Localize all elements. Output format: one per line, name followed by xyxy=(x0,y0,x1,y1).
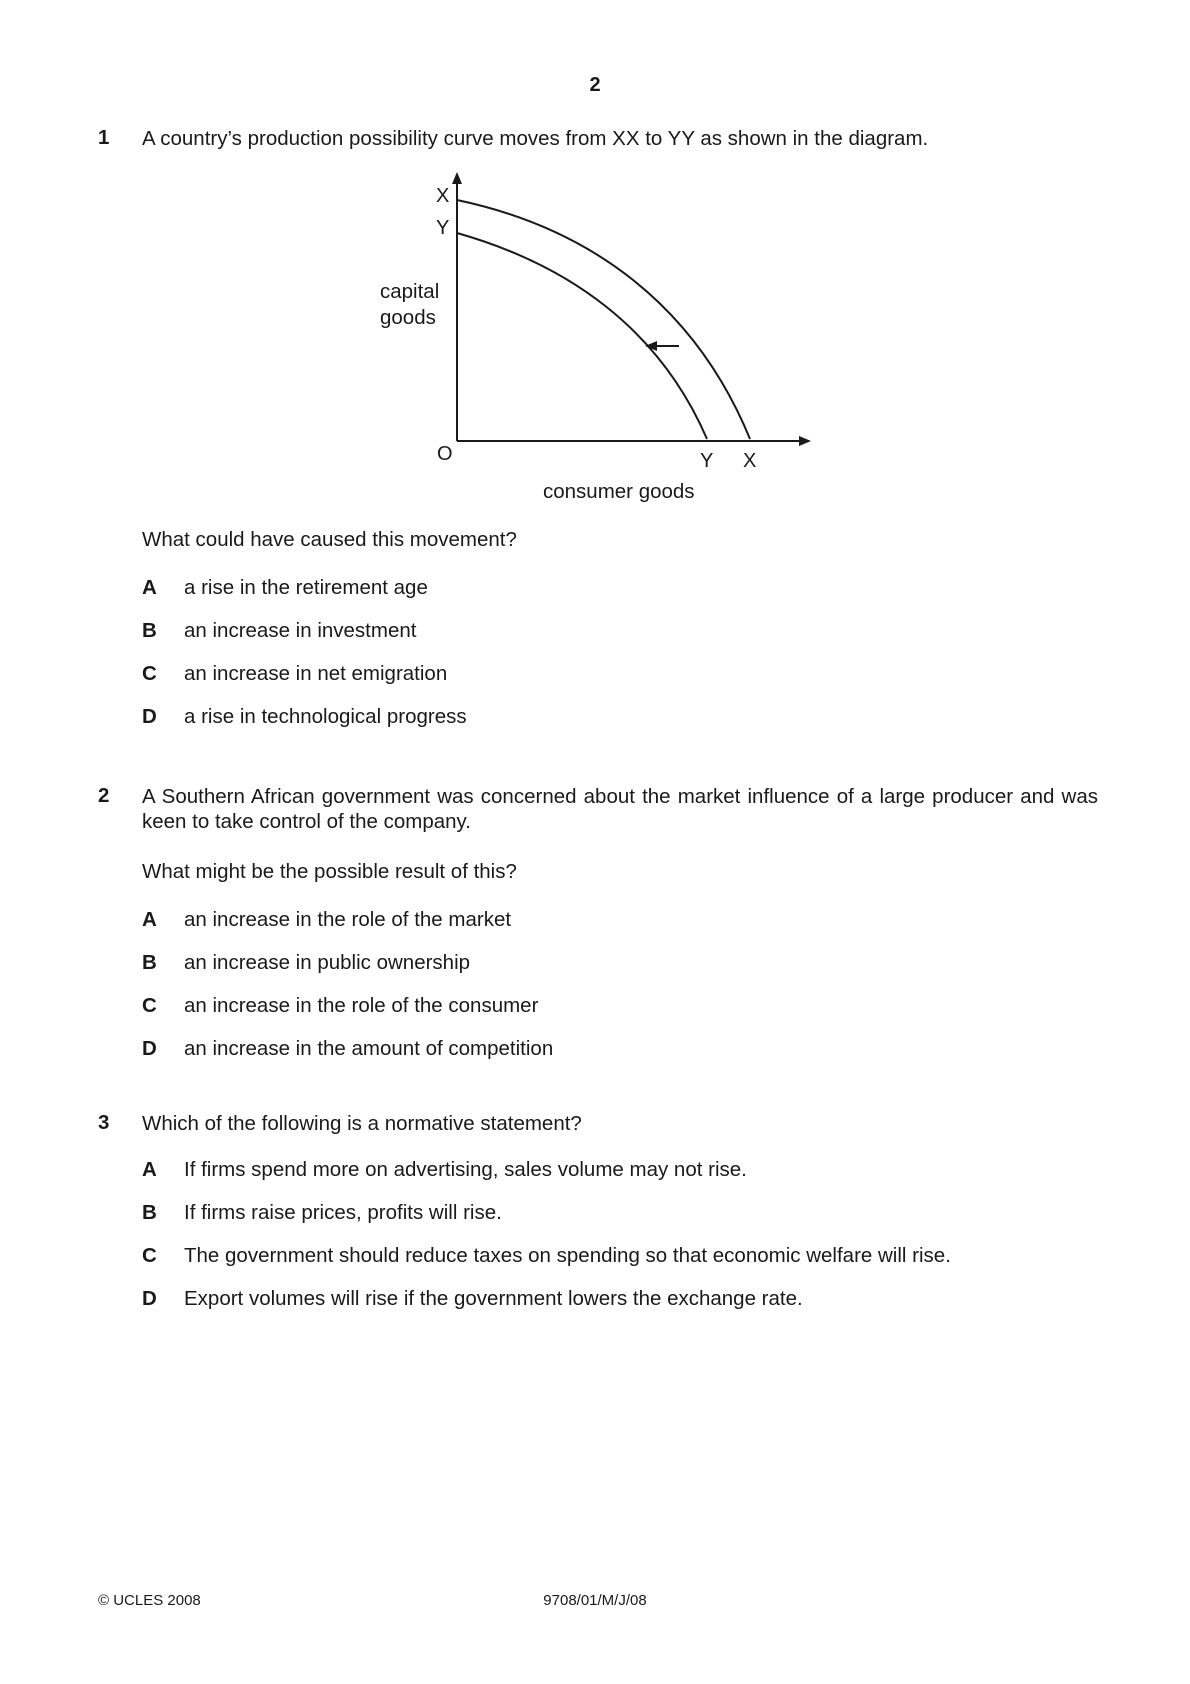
question-prompt: What could have caused this movement? xyxy=(142,528,517,551)
x-axis-inner-label: Y xyxy=(700,450,714,472)
option-text: If firms raise prices, profits will rise. xyxy=(184,1201,502,1224)
option-text: The government should reduce taxes on spending so that economic welfare will rise. xyxy=(184,1244,951,1267)
option-text: an increase in investment xyxy=(184,619,417,642)
option-text: an increase in the role of the market xyxy=(184,908,512,931)
y-axis-inner-label: Y xyxy=(436,217,450,239)
ppc-curve-xx xyxy=(457,200,750,439)
x-axis-label: consumer goods xyxy=(543,480,695,503)
question-number: 3 xyxy=(98,1111,110,1134)
option-letter: A xyxy=(142,576,157,599)
option-text: a rise in the retirement age xyxy=(184,576,428,599)
question-prompt: What might be the possible result of this? xyxy=(142,860,517,883)
question-number: 1 xyxy=(98,126,110,149)
origin-label: O xyxy=(437,443,453,465)
option-letter: D xyxy=(142,1287,157,1310)
footer-copyright: © UCLES 2008 xyxy=(98,1592,201,1609)
option-letter: B xyxy=(142,951,157,974)
option-letter: D xyxy=(142,705,157,728)
ppc-diagram xyxy=(0,160,1190,680)
option-text: an increase in the role of the consumer xyxy=(184,994,539,1017)
y-axis-outer-label: X xyxy=(436,185,450,207)
ppc-curve-yy xyxy=(457,233,707,439)
option-text: an increase in public ownership xyxy=(184,951,471,974)
option-letter: B xyxy=(142,619,157,642)
y-axis-label-line1: capital xyxy=(380,280,440,303)
page-number: 2 xyxy=(589,74,601,96)
option-letter: C xyxy=(142,662,157,685)
option-letter: C xyxy=(142,1244,157,1267)
question-text: Which of the following is a normative statement? xyxy=(142,1112,582,1135)
option-text: If firms spend more on advertising, sales volume may not rise. xyxy=(184,1158,747,1181)
question-number: 2 xyxy=(98,784,110,807)
option-letter: A xyxy=(142,1158,157,1181)
option-text: an increase in net emigration xyxy=(184,662,448,685)
option-text: an increase in the amount of competition xyxy=(184,1037,554,1060)
y-axis-label-line2: goods xyxy=(380,306,436,329)
question-text: A Southern African government was concerned about the market influence of a large producer and was keen to take control of the company. xyxy=(142,785,1098,833)
option-letter: D xyxy=(142,1037,157,1060)
option-text: Export volumes will rise if the government lowers the exchange rate. xyxy=(184,1287,803,1310)
option-text: a rise in technological progress xyxy=(184,705,467,728)
x-axis-outer-label: X xyxy=(743,450,757,472)
option-letter: A xyxy=(142,908,157,931)
option-letter: B xyxy=(142,1201,157,1224)
option-letter: C xyxy=(142,994,157,1017)
footer-code: 9708/01/M/J/08 xyxy=(543,1592,647,1609)
question-text: A country’s production possibility curve moves from XX to YY as shown in the diagram. xyxy=(142,127,929,150)
